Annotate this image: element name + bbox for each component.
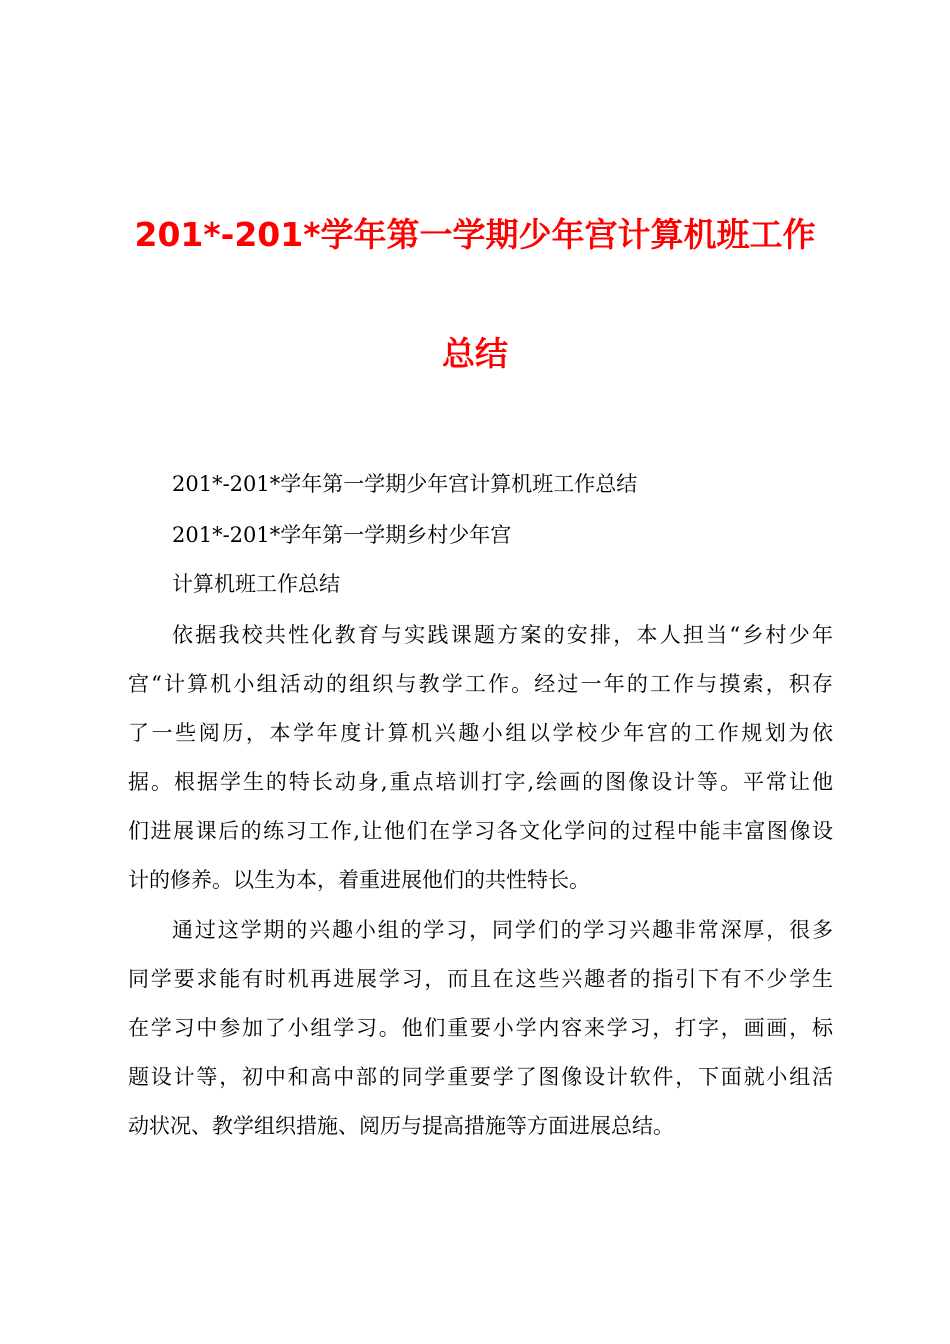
paragraph-line: 计的修养。以生为本，着重进展他们的共性特长。 xyxy=(128,868,590,892)
paragraph-line: 宫“计算机小组活动的组织与教学工作。经过一年的工作与摸索，积存 xyxy=(128,672,833,696)
document-title-line-2: 总结 xyxy=(442,334,508,373)
paragraph-line: 依据我校共性化教育与实践课题方案的安排，本人担当“乡村少年 xyxy=(172,623,833,647)
paragraph-line: 动状况、教学组织措施、阅历与提高措施等方面进展总结。 xyxy=(128,1114,674,1138)
document-title-line-1: 201*-201*学年第一学期少年宫计算机班工作 xyxy=(134,215,816,254)
paragraph-line: 了一些阅历，本学年度计算机兴趣小组以学校少年宫的工作规划为依 xyxy=(128,721,833,745)
paragraph-line: 同学要求能有时机再进展学习，而且在这些兴趣者的指引下有不少学生 xyxy=(128,967,833,991)
paragraph-line: 据。根据学生的特长动身,重点培训打字,绘画的图像设计等。平常让他 xyxy=(128,770,833,794)
paragraph-introduction xyxy=(128,611,833,905)
paragraph-line: 们进展课后的练习工作,让他们在学习各文化学问的过程中能丰富图像设 xyxy=(128,819,833,843)
paragraph-results xyxy=(128,906,833,1151)
paragraph-line: 通过这学期的兴趣小组的学习，同学们的学习兴趣非常深厚，很多 xyxy=(172,918,833,942)
subheading-semester: 201*-201*学年第一学期乡村少年宫 xyxy=(172,523,512,547)
subheading-full-title: 201*-201*学年第一学期少年宫计算机班工作总结 xyxy=(172,472,638,496)
paragraph-line: 在学习中参加了小组学习。他们重要小学内容来学习，打字，画画，标 xyxy=(128,1016,833,1040)
paragraph-line: 题设计等，初中和高中部的同学重要学了图像设计软件，下面就小组活 xyxy=(128,1065,833,1089)
subheading-class-summary: 计算机班工作总结 xyxy=(172,572,340,596)
